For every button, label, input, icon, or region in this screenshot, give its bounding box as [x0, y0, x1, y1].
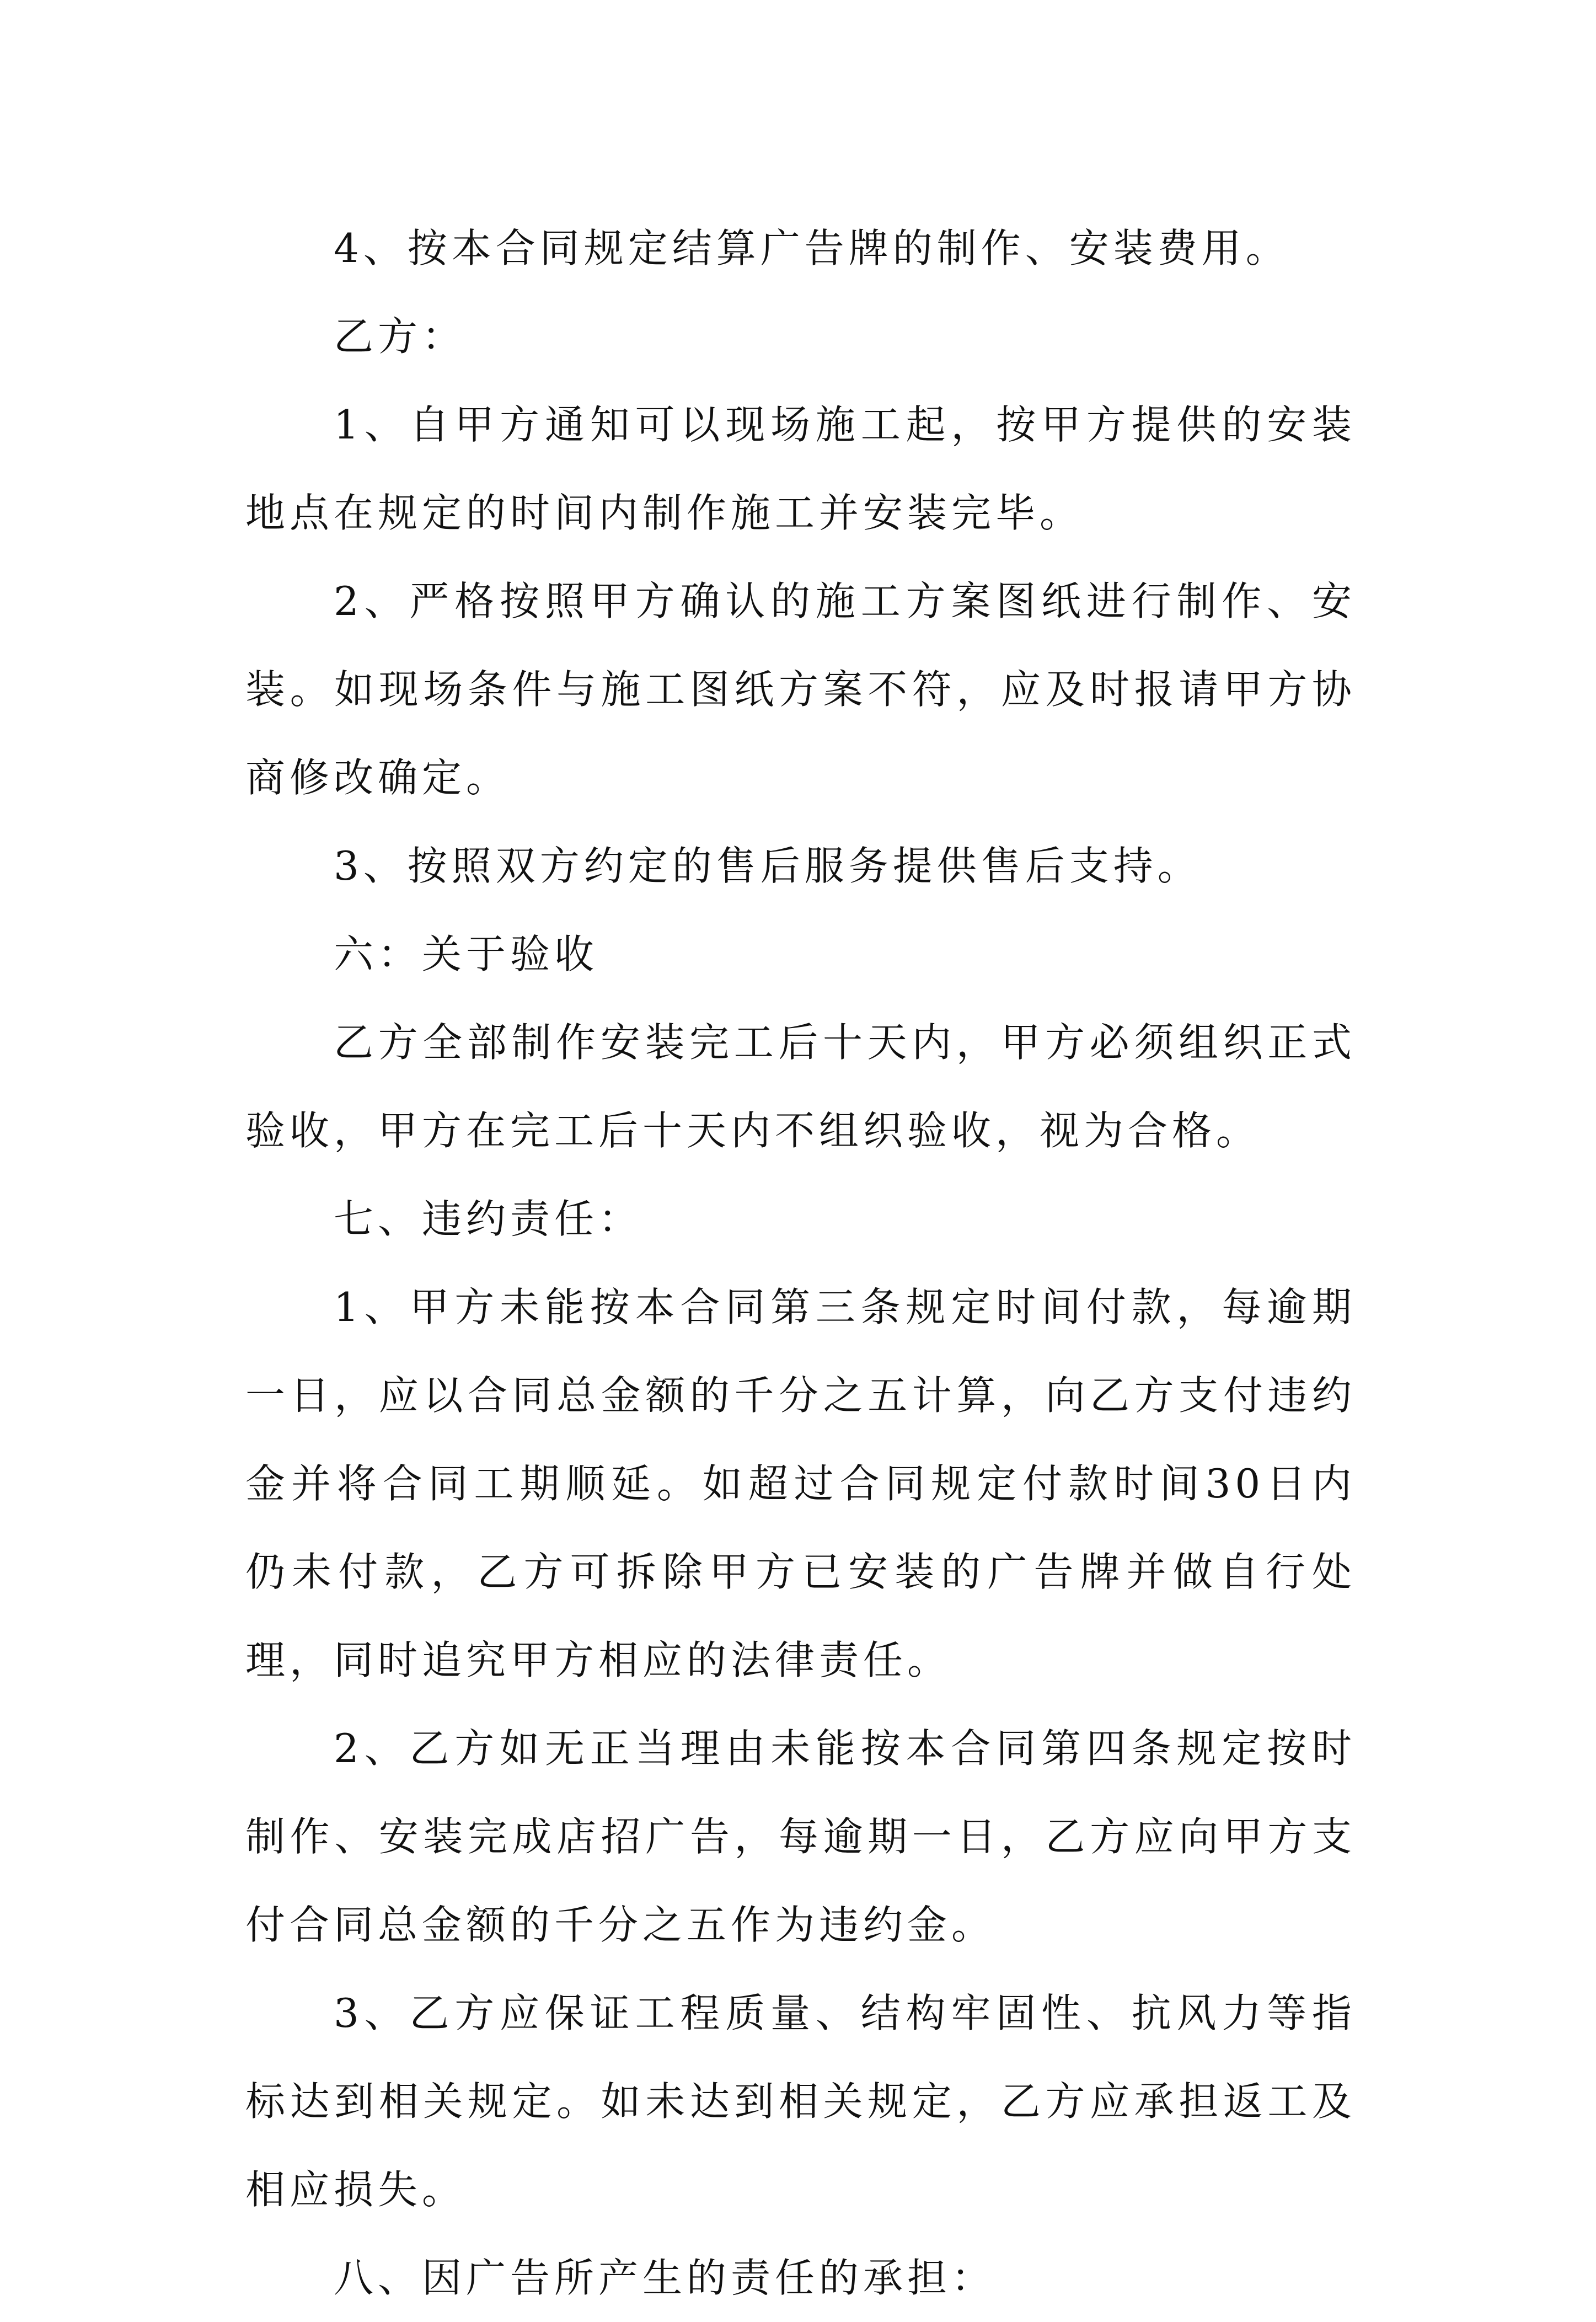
section-heading-ad-responsibility: 八、因广告所产生的责任的承担： — [334, 2255, 996, 2301]
document-body — [245, 204, 1356, 2322]
paragraph-acceptance: 乙方全部制作安装完工后十天内，甲方必须组织正式验收，甲方在完工后十天内不组织验收，视为合格。 — [245, 1019, 1356, 1154]
section-heading-acceptance: 六：关于验收 — [334, 931, 599, 977]
paragraph-b-clause-3: 3、按照双方约定的售后服务提供售后支持。 — [334, 843, 1202, 889]
section-heading-liability: 七、违约责任： — [334, 1196, 643, 1242]
paragraph-liability-2: 2、乙方如无正当理由未能按本合同第四条规定按时制作、安装完成店招广告，每逾期一日，乙方应向甲方支付合同总金额的千分之五作为违约金。 — [245, 1725, 1356, 1948]
paragraph-liability-3: 3、乙方应保证工程质量、结构牢固性、抗风力等指标达到相关规定。如未达到相关规定，乙方应承担返工及相应损失。 — [245, 1990, 1356, 2213]
paragraph-settle-fees: 4、按本合同规定结算广告牌的制作、安装费用。 — [334, 225, 1290, 271]
paragraph-liability-1: 1、甲方未能按本合同第三条规定时间付款，每逾期一日，应以合同总金额的千分之五计算，向乙方支付违约金并将合同工期顺延。如超过合同规定付款时间30日内仍未付款，乙方可拆除甲方已安装的广告牌并做自行处理，同时追究甲方相应的法律责任。 — [245, 1284, 1356, 1683]
paragraph-b-clause-1: 1、自甲方通知可以现场施工起，按甲方提供的安装地点在规定的时间内制作施工并安装完毕。 — [245, 402, 1356, 536]
paragraph-party-b-heading: 乙方： — [334, 313, 467, 360]
paragraph-b-clause-2: 2、严格按照甲方确认的施工方案图纸进行制作、安装。如现场条件与施工图纸方案不符，应及时报请甲方协商修改确定。 — [245, 578, 1356, 801]
